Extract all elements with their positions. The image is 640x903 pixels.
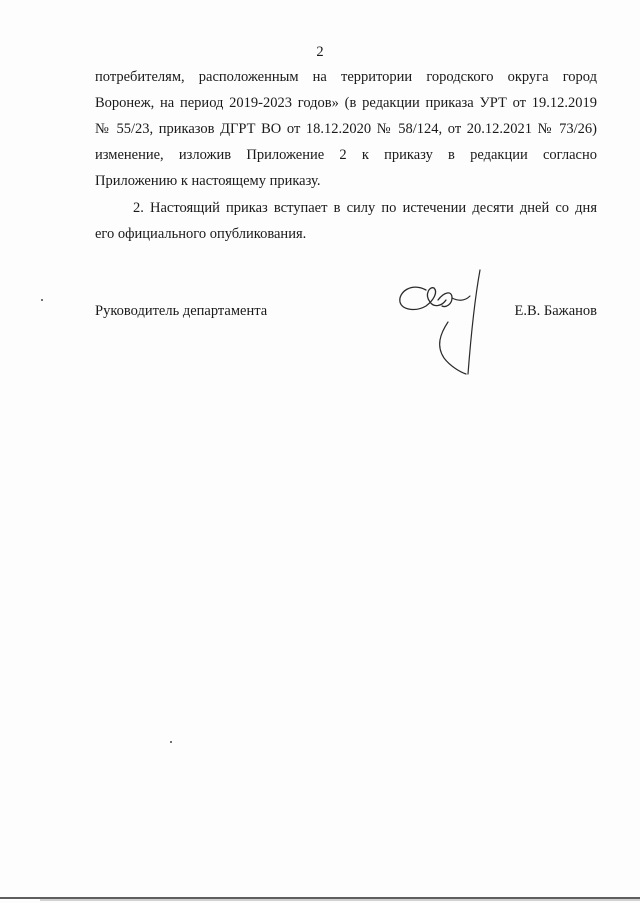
signer-name: Е.В. Бажанов — [514, 303, 597, 319]
body-line-4: изменение, изложив Приложение 2 к приказу в редакции согласно — [95, 147, 597, 163]
body-line-1: потребителям, расположенным на территории городского округа город — [95, 69, 597, 85]
scan-speck — [170, 741, 172, 743]
scan-speck — [41, 299, 43, 301]
paragraph-2-line-2: его официального опубликования. — [95, 226, 307, 242]
handwritten-signature — [390, 262, 490, 382]
paragraph-2-line-1: 2. Настоящий приказ вступает в силу по истечении десяти дней со дня — [133, 200, 597, 216]
scan-edge-line — [0, 884, 640, 903]
document-body — [95, 64, 597, 247]
body-line-3: № 55/23, приказов ДГРТ ВО от 18.12.2020 № 58/124, от 20.12.2021 № 73/26) — [95, 121, 597, 137]
body-line-2: Воронеж, на период 2019-2023 годов» (в редакции приказа УРТ от 19.12.2019 — [95, 95, 597, 111]
signer-position: Руководитель департамента — [95, 303, 268, 319]
signature-block — [95, 301, 597, 391]
page-number: 2 — [316, 44, 324, 60]
body-line-5: Приложению к настоящему приказу. — [95, 173, 321, 189]
